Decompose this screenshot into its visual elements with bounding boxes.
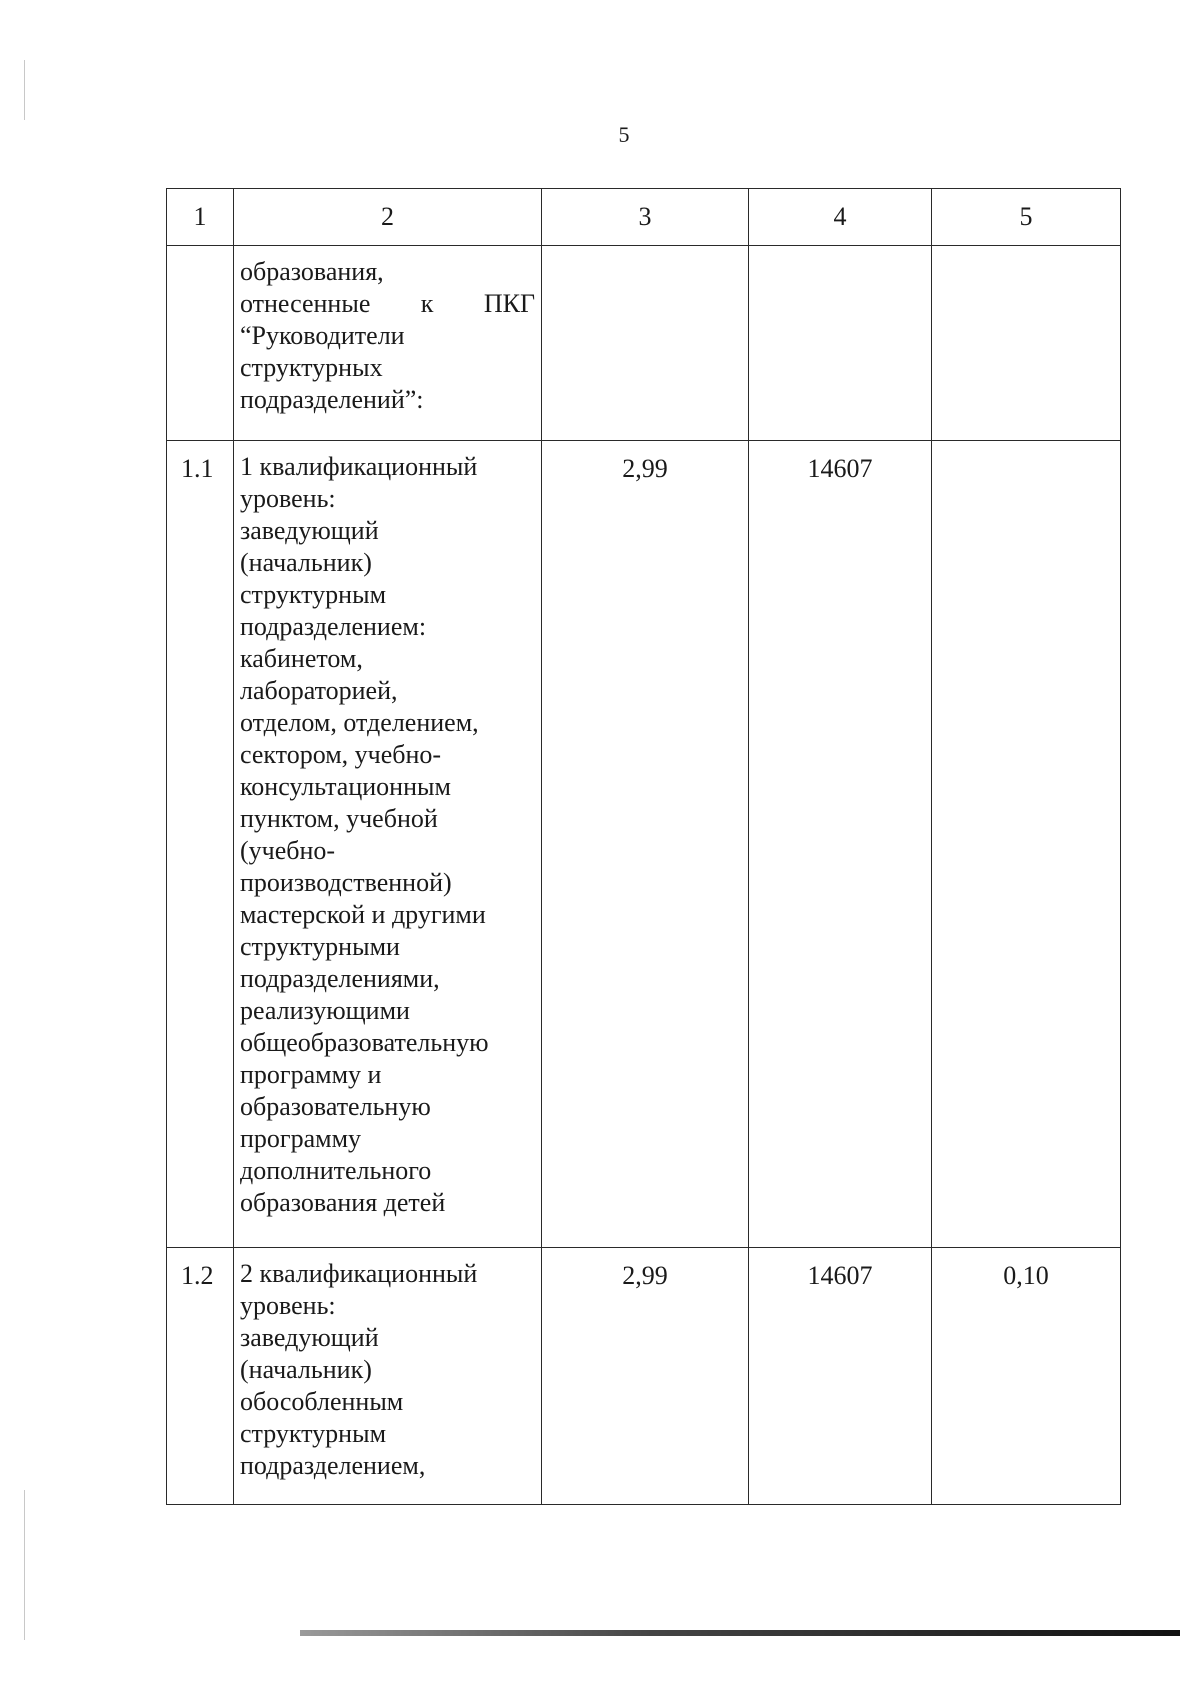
table-row — [167, 441, 1121, 1248]
description-line: (начальник) — [240, 548, 372, 577]
header-col-2: 2 — [234, 189, 542, 246]
scan-edge-mark — [24, 1490, 25, 1640]
description-line: уровень: — [240, 1291, 336, 1320]
intro-word: отнесенные — [240, 289, 371, 318]
row-description-cell — [234, 441, 542, 1248]
intro-word: к — [420, 289, 434, 318]
description-line: структурными — [240, 932, 400, 961]
description-line: производственной) — [240, 868, 452, 897]
increase-cell: 0,10 — [932, 1248, 1121, 1505]
intro-num-cell — [167, 246, 234, 441]
table-row-intro — [167, 246, 1121, 441]
description-line: обособленным — [240, 1387, 404, 1416]
header-col-1: 1 — [167, 189, 234, 246]
description-line: программу — [240, 1124, 362, 1153]
description-line: лабораторией, — [240, 676, 398, 705]
row-number-cell: 1.1 — [167, 441, 234, 1248]
scan-edge-mark — [24, 60, 25, 120]
description-line: образования детей — [240, 1188, 446, 1217]
description-line: отделом, отделением, — [240, 708, 479, 737]
description-line: сектором, учебно- — [240, 740, 442, 769]
increase-cell — [932, 441, 1121, 1248]
row-number-cell: 1.2 — [167, 1248, 234, 1505]
description-line: подразделением: — [240, 612, 427, 641]
description-line: 2 квалификационный — [240, 1259, 478, 1288]
intro-line: “Руководители — [240, 321, 405, 350]
intro-line: подразделений”: — [240, 385, 424, 414]
coefficient-cell: 2,99 — [542, 1248, 749, 1505]
intro-word: ПКГ — [483, 289, 535, 318]
description-line: 1 квалификационный — [240, 452, 478, 481]
description-line: общеобразовательную — [240, 1028, 489, 1057]
rates-table — [166, 188, 1121, 1505]
description-line: (учебно- — [240, 836, 336, 865]
description-line: уровень: — [240, 484, 336, 513]
intro-text-cell — [234, 246, 542, 441]
scan-bottom-bar — [300, 1630, 1180, 1636]
row-description-cell — [234, 1248, 542, 1505]
description-line: заведующий — [240, 516, 379, 545]
table-row — [167, 1248, 1121, 1505]
description-line: реализующими — [240, 996, 410, 1025]
description-line: образовательную — [240, 1092, 431, 1121]
description-line: консультационным — [240, 772, 451, 801]
description-line: программу и — [240, 1060, 382, 1089]
salary-cell: 14607 — [749, 441, 932, 1248]
description-line: подразделениями, — [240, 964, 440, 993]
table-header-row — [167, 189, 1121, 246]
page-number: 5 — [618, 122, 630, 147]
description-line: заведующий — [240, 1323, 379, 1352]
header-col-5: 5 — [932, 189, 1121, 246]
description-line: пунктом, учебной — [240, 804, 438, 833]
intro-justified-line — [240, 288, 535, 320]
header-col-3: 3 — [542, 189, 749, 246]
description-line: структурным — [240, 1419, 387, 1448]
intro-line: образования, — [240, 257, 384, 286]
coefficient-cell: 2,99 — [542, 441, 749, 1248]
description-line: структурным — [240, 580, 387, 609]
salary-cell: 14607 — [749, 1248, 932, 1505]
intro-line: структурных — [240, 353, 383, 382]
description-line: дополнительного — [240, 1156, 432, 1185]
description-line: мастерской и другими — [240, 900, 486, 929]
description-line: (начальник) — [240, 1355, 372, 1384]
intro-col3-cell — [542, 246, 749, 441]
description-line: подразделением, — [240, 1451, 426, 1480]
intro-col4-cell — [749, 246, 932, 441]
description-line: кабинетом, — [240, 644, 363, 673]
intro-col5-cell — [932, 246, 1121, 441]
header-col-4: 4 — [749, 189, 932, 246]
